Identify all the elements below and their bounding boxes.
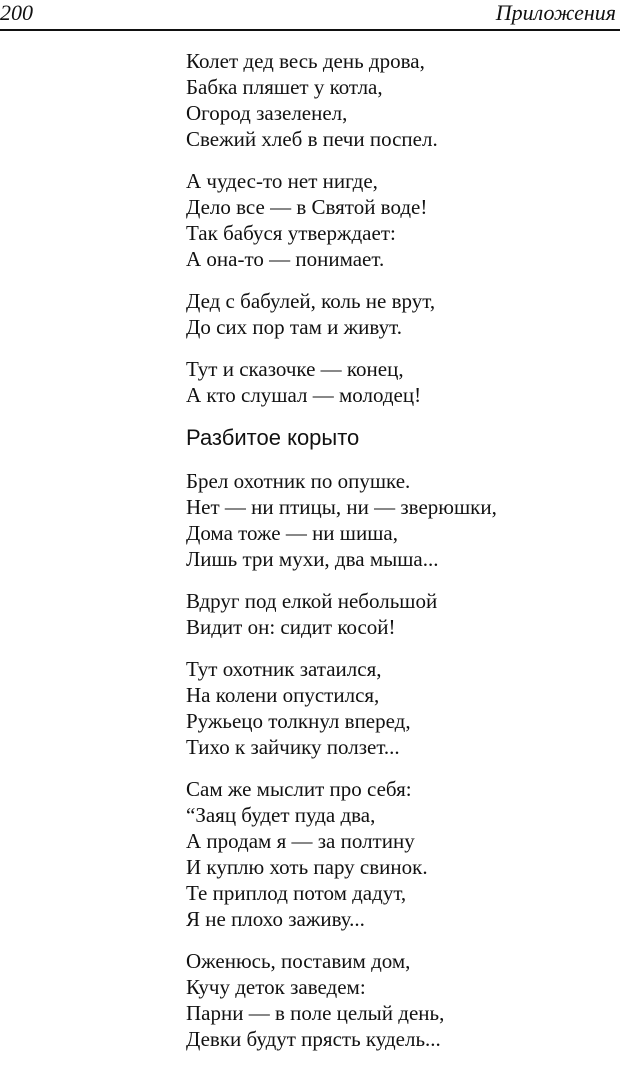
stanza: [186, 588, 616, 640]
verse-line: А чудес-то нет нигде,: [186, 169, 378, 193]
verse-line: Свежий хлеб в печи поспел.: [186, 127, 438, 151]
verse-line: Дома тоже — ни шиша,: [186, 521, 398, 545]
poem-title: Разбитое корыто: [186, 425, 360, 450]
stanza: [186, 656, 616, 760]
verse-line: А она-то — понимает.: [186, 247, 385, 271]
verse-line: Нет — ни птицы, ни — зверюшки,: [186, 495, 497, 519]
running-title: Приложения: [495, 0, 616, 25]
page-header: [0, 0, 620, 32]
page-number: 200: [0, 0, 33, 25]
header-rule: [0, 29, 620, 31]
verse-line: Сам же мыслит про себя:: [186, 777, 412, 801]
verse-line: Тут охотник затаился,: [186, 657, 382, 681]
verse-line: Брел охотник по опушке.: [186, 469, 411, 493]
verse-line: А кто слушал — молодец!: [186, 383, 422, 407]
verse-line: Парни — в поле целый день,: [186, 1001, 445, 1025]
verse-line: Вдруг под елкой небольшой: [186, 589, 438, 613]
verse-line: Тут и сказочке — конец,: [186, 357, 404, 381]
verse-line: Огород зазеленел,: [186, 101, 348, 125]
verse-line: Девки будут прясть кудель...: [186, 1027, 441, 1051]
verse-line: Видит он: сидит косой!: [186, 615, 396, 639]
verse-line: Колет дед весь день дрова,: [186, 49, 425, 73]
poem-razbitoe-koryto: [186, 424, 616, 1052]
verse-line: Бабка пляшет у котла,: [186, 75, 383, 99]
verse-line: Те приплод потом дадут,: [186, 881, 407, 905]
verse-line: Я не плохо заживу...: [186, 907, 365, 931]
verse-line: “Заяц будет пуда два,: [186, 803, 376, 827]
stanza: [186, 168, 616, 272]
stanza: [186, 356, 616, 408]
verse-line: Дело все — в Святой воде!: [186, 195, 428, 219]
verse-line: До сих пор там и живут.: [186, 315, 402, 339]
verse-line: Кучу деток заведем:: [186, 975, 366, 999]
verse-line: Оженюсь, поставим дом,: [186, 949, 411, 973]
stanza: [186, 288, 616, 340]
verse-line: Дед с бабулей, коль не врут,: [186, 289, 436, 313]
verse-line: Так бабуся утверждает:: [186, 221, 396, 245]
stanza: [186, 776, 616, 932]
verse-line: На колени опустился,: [186, 683, 380, 707]
verse-line: Ружьецо толкнул вперед,: [186, 709, 411, 733]
verse-line: Тихо к зайчику ползет...: [186, 735, 400, 759]
verse-line: А продам я — за полтину: [186, 829, 415, 853]
stanza: [186, 468, 616, 572]
verse-line: Лишь три мухи, два мыша...: [186, 547, 439, 571]
verse-line: И куплю хоть пару свинок.: [186, 855, 428, 879]
page-body: [186, 48, 616, 1068]
poem-continued: [186, 48, 616, 408]
stanza: [186, 948, 616, 1052]
stanza: [186, 48, 616, 152]
